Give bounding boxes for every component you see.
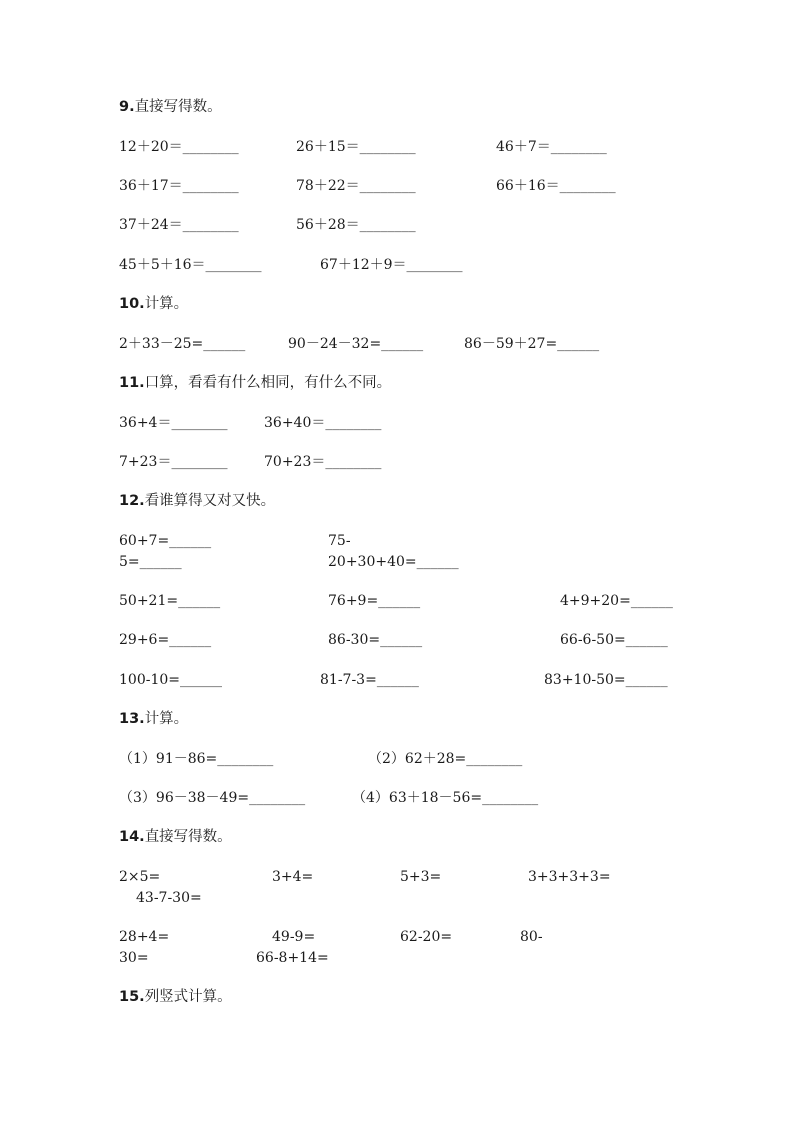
problem-14-6[interactable]: 28+4= (119, 929, 170, 945)
question-12-heading (119, 493, 275, 509)
problem-9-9[interactable]: 45＋5＋16＝________ (119, 257, 262, 273)
problem-12-5[interactable]: 4+9+20=______ (560, 593, 673, 609)
problem-12-3[interactable]: 50+21=______ (119, 593, 221, 609)
question-10-heading (119, 296, 188, 312)
problem-13-3[interactable]: （3）96－38－49=________ (119, 790, 306, 806)
problem-14-5[interactable]: 43-7-30= (136, 890, 202, 906)
problem-11-4[interactable]: 70+23＝________ (264, 454, 382, 470)
problem-12-4[interactable]: 76+9=______ (328, 593, 421, 609)
question-number: 14. (119, 829, 145, 845)
question-title: 列竖式计算。 (144, 989, 232, 1005)
question-11-heading (119, 375, 391, 391)
problem-12-1a[interactable]: 60+7=______ (119, 533, 212, 549)
problem-9-10[interactable]: 67＋12＋9＝________ (320, 257, 463, 273)
problem-9-1[interactable]: 12＋20＝________ (119, 139, 239, 155)
problem-12-7[interactable]: 86-30=______ (328, 632, 423, 648)
problem-13-1[interactable]: （1）91－86=________ (119, 751, 274, 767)
problem-12-1b[interactable]: 5=______ (119, 554, 182, 570)
problem-9-4[interactable]: 36＋17＝________ (119, 178, 239, 194)
problem-14-4[interactable]: 3+3+3+3= (528, 869, 611, 885)
question-15-heading (119, 989, 232, 1005)
problem-9-2[interactable]: 26＋15＝________ (296, 139, 416, 155)
problem-9-3[interactable]: 46＋7＝________ (496, 139, 607, 155)
problem-12-2a: 75- (328, 533, 351, 549)
question-title: 直接写得数。 (134, 99, 222, 115)
question-9-heading (119, 99, 222, 115)
problem-14-10[interactable]: 66-8+14= (256, 950, 329, 966)
question-title: 直接写得数。 (144, 829, 232, 845)
question-number: 13. (119, 711, 145, 727)
problem-14-9b[interactable]: 30= (119, 950, 149, 966)
problem-11-2[interactable]: 36+40＝________ (264, 415, 382, 431)
problem-10-3[interactable]: 86－59＋27=______ (464, 336, 600, 352)
problem-12-9[interactable]: 100-10=______ (119, 672, 222, 688)
question-title: 计算。 (144, 296, 189, 312)
problem-12-8[interactable]: 66-6-50=______ (560, 632, 668, 648)
problem-12-11[interactable]: 83+10-50=______ (544, 672, 668, 688)
problem-14-9a: 80- (520, 929, 543, 945)
problem-12-6[interactable]: 29+6=______ (119, 632, 212, 648)
question-14-heading (119, 829, 232, 845)
question-title: 计算。 (144, 711, 189, 727)
problem-9-6[interactable]: 66＋16＝________ (496, 178, 616, 194)
question-title: 看谁算得又对又快。 (144, 493, 276, 509)
question-number: 12. (119, 493, 145, 509)
problem-9-8[interactable]: 56＋28＝________ (296, 217, 416, 233)
question-title: 口算，看看有什么相同，有什么不同。 (144, 375, 392, 391)
problem-13-4[interactable]: （4）63＋18－56=________ (352, 790, 539, 806)
problem-12-10[interactable]: 81-7-3=______ (320, 672, 419, 688)
problem-14-3[interactable]: 5+3= (400, 869, 442, 885)
problem-14-2[interactable]: 3+4= (272, 869, 314, 885)
question-number: 15. (119, 989, 145, 1005)
problem-9-7[interactable]: 37＋24＝________ (119, 217, 239, 233)
problem-9-5[interactable]: 78＋22＝________ (296, 178, 416, 194)
question-number: 10. (119, 296, 145, 312)
problem-10-2[interactable]: 90－24－32=______ (288, 336, 424, 352)
problem-11-3[interactable]: 7+23＝________ (119, 454, 228, 470)
problem-14-8[interactable]: 62-20= (400, 929, 453, 945)
problem-12-2b[interactable]: 20+30+40=______ (328, 554, 459, 570)
problem-11-1[interactable]: 36+4＝________ (119, 415, 228, 431)
question-13-heading (119, 711, 188, 727)
question-number: 11. (119, 375, 145, 391)
problem-14-7[interactable]: 49-9= (272, 929, 316, 945)
problem-13-2[interactable]: （2）62＋28=________ (368, 751, 523, 767)
question-number: 9. (119, 99, 135, 115)
problem-14-1[interactable]: 2×5= (119, 869, 161, 885)
problem-10-1[interactable]: 2＋33－25=______ (119, 336, 246, 352)
